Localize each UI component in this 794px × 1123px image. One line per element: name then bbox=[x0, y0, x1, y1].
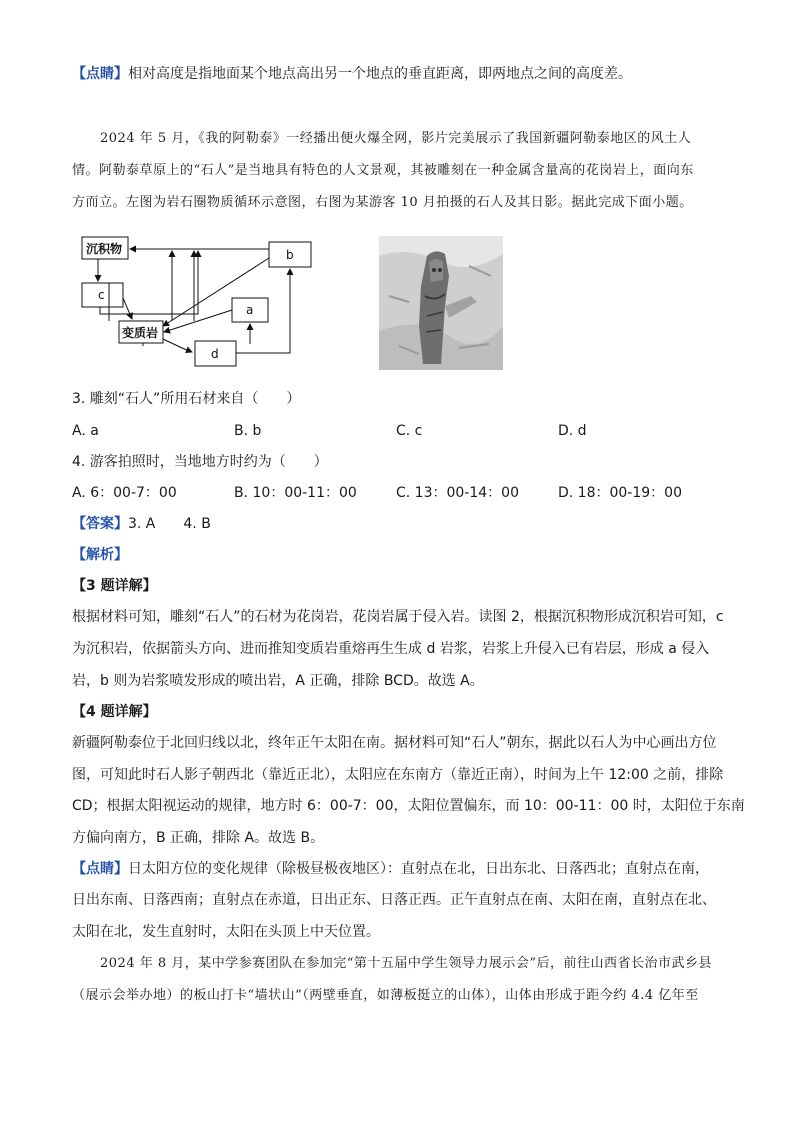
tip-label: 【点睛】 bbox=[72, 66, 128, 82]
label-a: a bbox=[246, 303, 254, 317]
tip-2-line-1 bbox=[72, 861, 709, 877]
q4-option-c[interactable]: C. 13：00-14：00 bbox=[396, 485, 519, 501]
label-d: d bbox=[211, 347, 219, 361]
label-sediment: 沉积物 bbox=[86, 242, 123, 256]
q4-option-d[interactable]: D. 18：00-19：00 bbox=[558, 485, 682, 501]
tip-2-text: 日太阳方位的变化规律（除极昼极夜地区）：直射点在北，日出东北、日落西北；直射点在南， bbox=[128, 861, 709, 877]
detail-3-line-1: 根据材料可知，雕刻“石人”的石材为花岗岩，花岗岩属于侵入岩。读图 2，根据沉积物形成沉积岩可知，c bbox=[72, 609, 724, 625]
q3-option-c[interactable]: C. c bbox=[396, 423, 423, 439]
detail-4-line-2: 图，可知此时石人影子朝西北（靠近正北），太阳应在东南方（靠近正南），时间为上午 12:00 之前，排除 bbox=[72, 767, 724, 783]
analysis-label: 【解析】 bbox=[72, 547, 128, 563]
detail-3-line-3: 岩，b 则为岩浆喷发形成的喷出岩，A 正确，排除 BCD。故选 A。 bbox=[72, 673, 484, 689]
detail-4-title: 【4 题详解】 bbox=[72, 704, 157, 720]
detail-4-line-4: 方偏向南方，B 正确，排除 A。故选 B。 bbox=[72, 830, 325, 846]
material-line-1: 2024 年 5 月，《我的阿勒泰》一经播出便火爆全网，影片完美展示了我国新疆阿勒泰地区的风土人 bbox=[100, 131, 692, 146]
q3-option-b[interactable]: B. b bbox=[234, 423, 262, 439]
question-3-stem: 3. 雕刻“石人”所用石材来自（ ） bbox=[72, 391, 301, 407]
detail-4-line-3: CD；根据太阳视运动的规律，地方时 6：00-7：00，太阳位置偏东，而 10：00-11：00 时，太阳位于东南 bbox=[72, 798, 745, 814]
stone-man-photo bbox=[379, 236, 503, 370]
q4-option-a[interactable]: A. 6：00-7：00 bbox=[72, 485, 177, 501]
tip-2-line-3: 太阳在北，发生直射时，太阳在头顶上中天位置。 bbox=[72, 924, 380, 940]
q4-option-b[interactable]: B. 10：00-11：00 bbox=[234, 485, 357, 501]
detail-4-line-1: 新疆阿勒泰位于北回归线以北，终年正午太阳在南。据材料可知“石人”朝东，据此以石人为中心画出方位 bbox=[72, 735, 717, 751]
tip-text: 相对高度是指地面某个地点高出另一个地点的垂直距离，即两地点之间的高度差。 bbox=[128, 66, 632, 82]
answer-text: 3. A 4. B bbox=[128, 516, 211, 532]
rock-cycle-diagram bbox=[72, 228, 322, 376]
q3-option-a[interactable]: A. a bbox=[72, 423, 99, 439]
material-2-line-2: （展示会举办地）的板山打卡“墙状山”（两壁垂直，如薄板挺立的山体），山体由形成于距今约 4.4 亿年至 bbox=[72, 988, 699, 1003]
material-line-2: 情。阿勒泰草原上的“石人”是当地具有特色的人文景观，其被雕刻在一种金属含量高的花岗岩上，面向东 bbox=[72, 163, 694, 178]
answer-line bbox=[72, 516, 211, 532]
detail-3-title: 【3 题详解】 bbox=[72, 578, 157, 594]
material-2-line-1: 2024 年 8 月，某中学参赛团队在参加完“第十五届中学生领导力展示会”后，前往山西省长治市武乡县 bbox=[100, 956, 713, 971]
tip-2-label: 【点睛】 bbox=[72, 861, 128, 877]
material-line-3: 方而立。左图为岩石圈物质循环示意图，右图为某游客 10 月拍摄的石人及其日影。据此完成下面小题。 bbox=[72, 195, 693, 210]
tip-line-1 bbox=[72, 66, 632, 82]
tip-2-line-2: 日出东南、日落西南；直射点在赤道，日出正东、日落正西。正午直射点在南、太阳在南，直射点在北、 bbox=[72, 892, 716, 908]
answer-label: 【答案】 bbox=[72, 516, 128, 532]
label-b: b bbox=[286, 248, 294, 262]
detail-3-line-2: 为沉积岩，依据箭头方向、进而推知变质岩重熔再生生成 d 岩浆，岩浆上升侵入已有岩层，形成 a 侵入 bbox=[72, 641, 710, 657]
label-metamorphic: 变质岩 bbox=[122, 326, 159, 340]
q3-option-d[interactable]: D. d bbox=[558, 423, 587, 439]
label-c: c bbox=[98, 288, 105, 302]
question-4-stem: 4. 游客拍照时，当地地方时约为（ ） bbox=[72, 454, 328, 470]
